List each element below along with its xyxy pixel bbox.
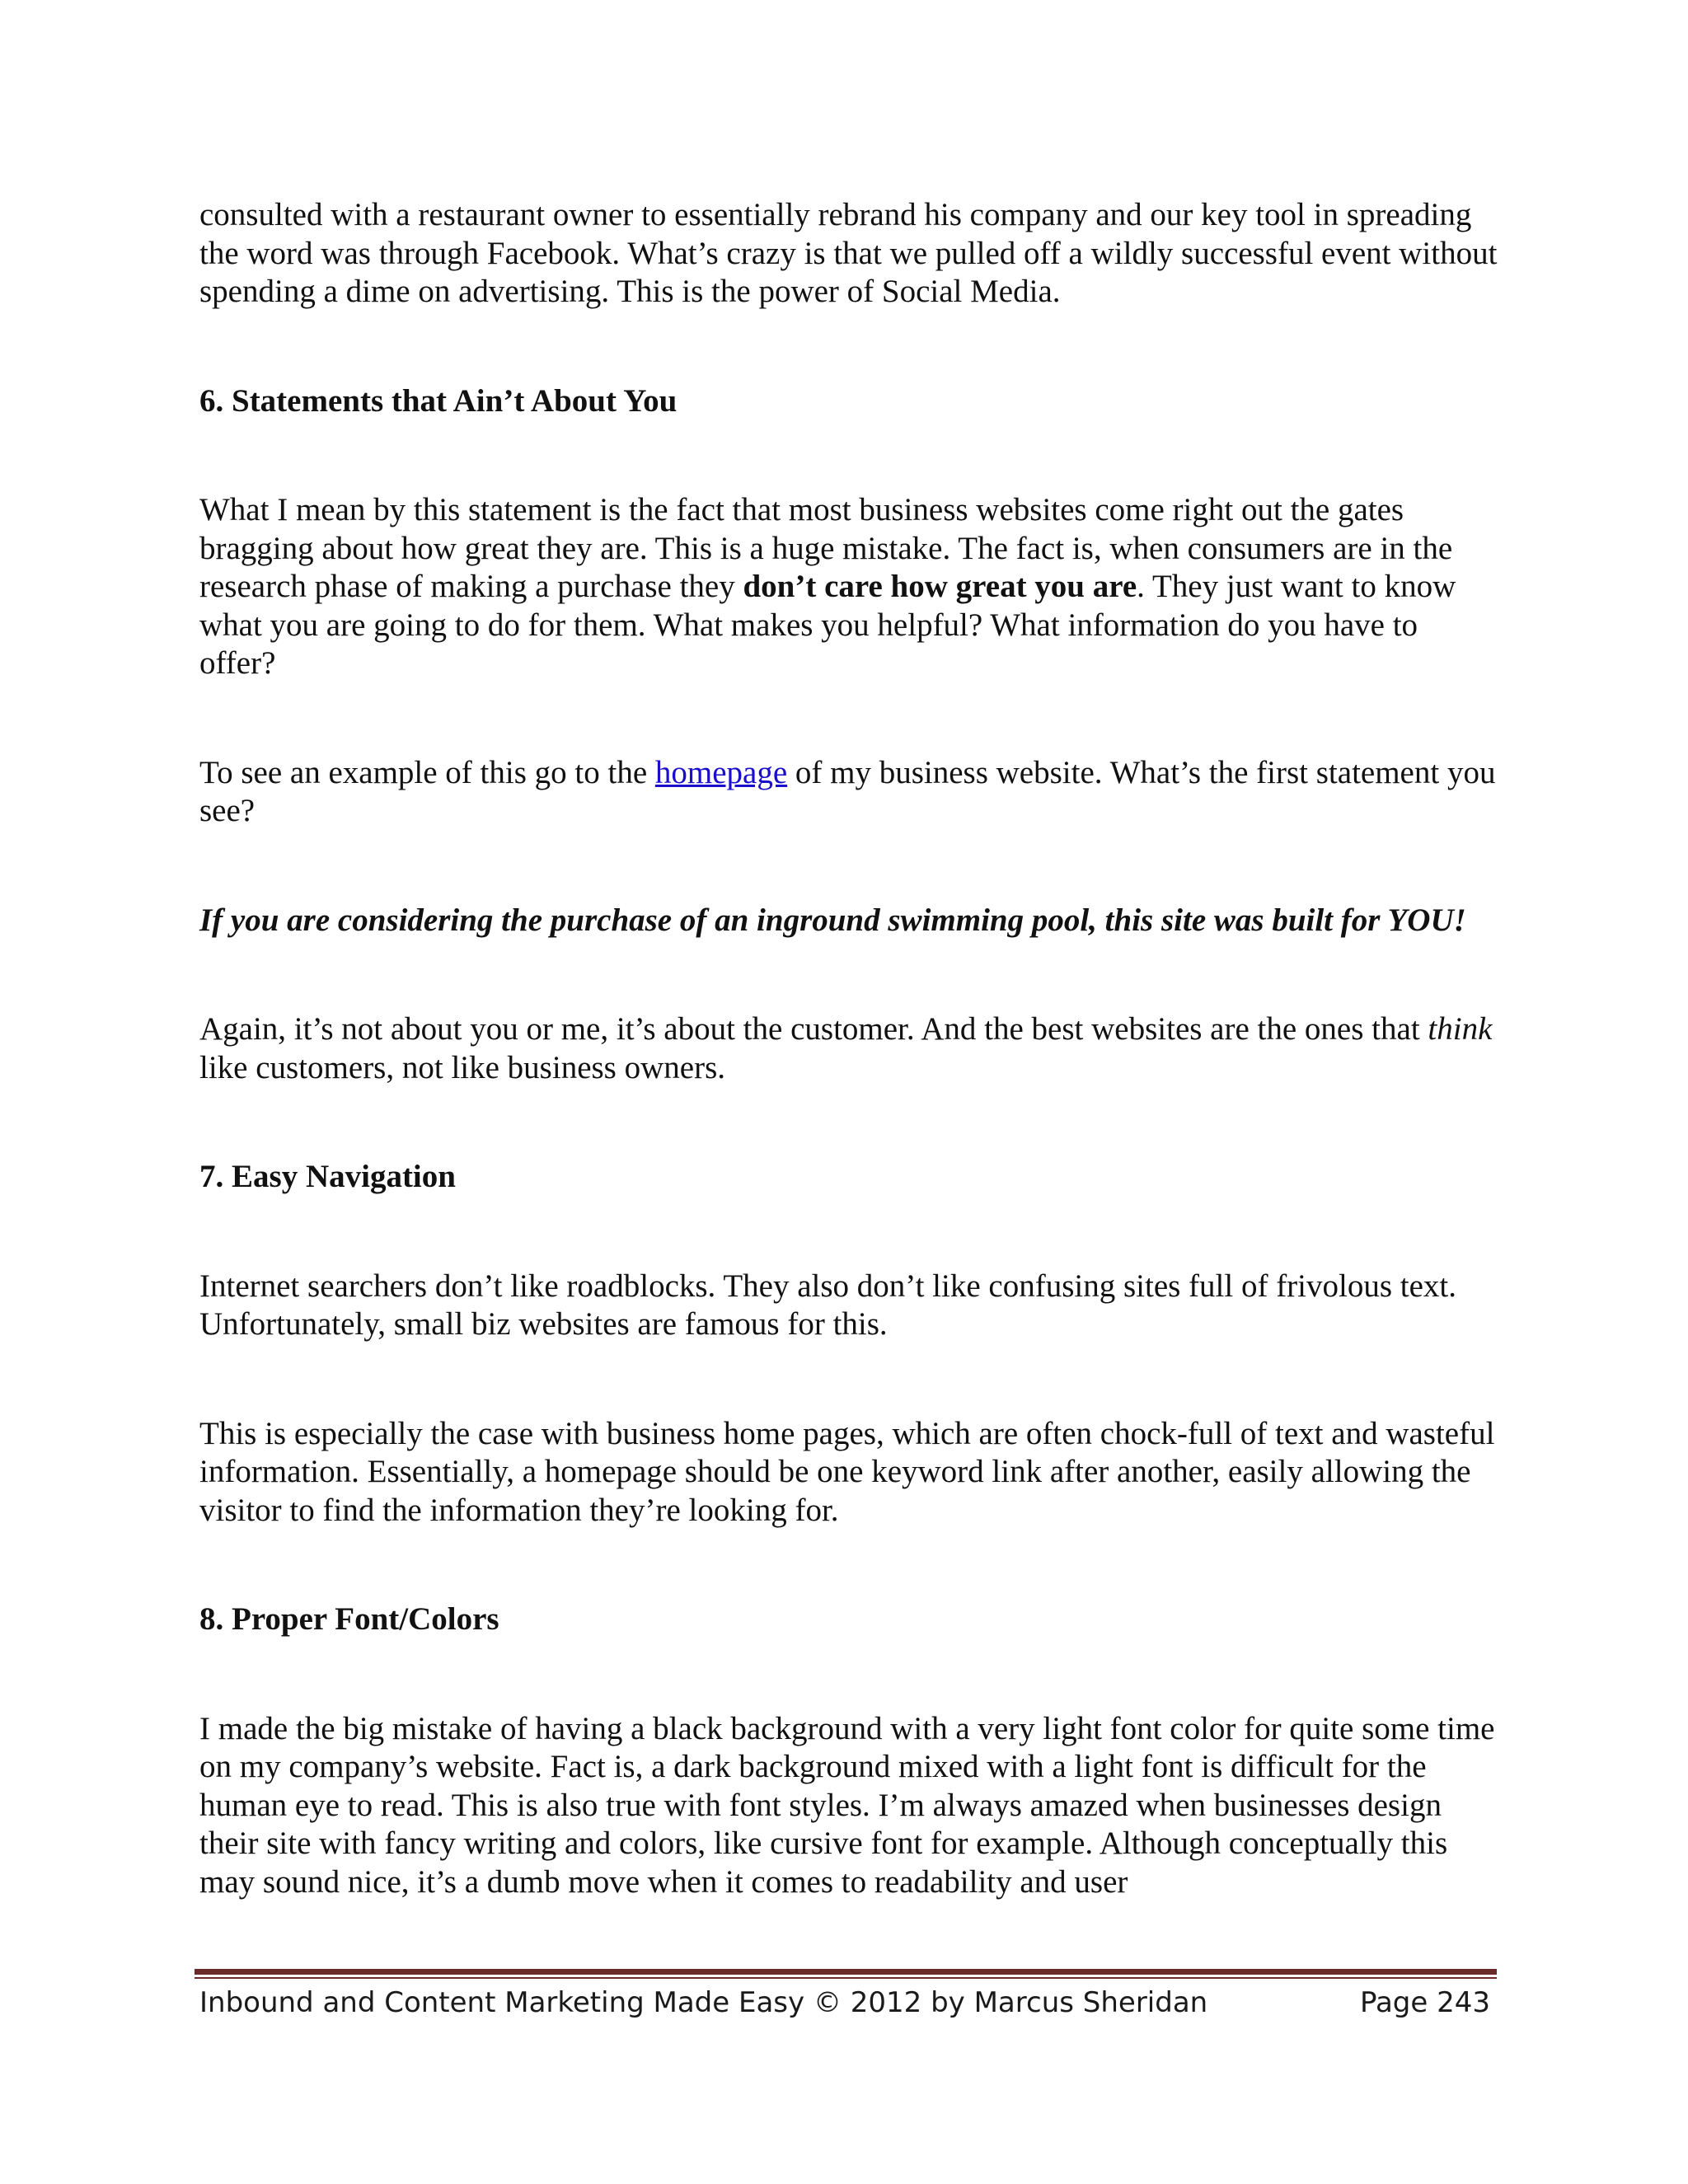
paragraph-homepage-example xyxy=(199,754,1502,831)
paragraph-text: like customers, not like business owners. xyxy=(199,1049,725,1085)
footer-rule-thick xyxy=(195,1969,1497,1975)
homepage-link[interactable]: homepage xyxy=(654,754,788,790)
page-footer xyxy=(199,1982,1490,2023)
footer-rule-thin xyxy=(195,1977,1497,1979)
page-body xyxy=(199,196,1502,1901)
page-number: Page 243 xyxy=(1359,1986,1490,2019)
footer-copyright: Inbound and Content Marketing Made Easy © 2012 by Marcus Sheridan xyxy=(199,1986,1208,2019)
paragraph-roadblocks: Internet searchers don’t like roadblocks. They also don’t like confusing sites full of frivolous text. Unfortunately, small biz websites are famous for this. xyxy=(199,1268,1456,1342)
homepage-quote: If you are considering the purchase of an inground swimming pool, this site was built for YOU! xyxy=(199,902,1466,938)
paragraph-font-colors: I made the big mistake of having a black background with a very light font color for quite some time on my company’s website. Fact is, a dark background mixed with a light font is difficult for the human eye to read. This is also true with font styles. I’m always amazed when businesses design their site with fancy writing and colors, like cursive font for example. Although conceptually this may sound nice, it’s a dumb move when it comes to readability and user xyxy=(199,1710,1495,1900)
paragraph-text: . They just want to know what you are going to do for them. What makes you helpful? What information do you have to offer? xyxy=(199,569,1456,681)
paragraph-text: of my business website. What’s the first statement you see? xyxy=(199,754,1496,828)
paragraph-home-pages: This is especially the case with business home pages, which are often chock-full of text and wasteful information. Essentially, a homepage should be one keyword link after another, easily allowing the visitor to find the information they’re looking for. xyxy=(199,1415,1495,1528)
emphasis-bold-text: don’t care how great you are xyxy=(743,569,1137,604)
section-heading-7: 7. Easy Navigation xyxy=(199,1159,456,1194)
paragraph-text: To see an example of this go to the xyxy=(199,754,655,790)
section-heading-8: 8. Proper Font/Colors xyxy=(199,1601,499,1637)
paragraph-facebook-event: consulted with a restaurant owner to essentially rebrand his company and our key tool in spreading the word was through Facebook. What’s crazy is that we pulled off a wildly successful event without spending a dime on advertising. This is the power of Social Media. xyxy=(199,197,1498,309)
paragraph-bragging xyxy=(199,491,1502,683)
section-heading-6: 6. Statements that Ain’t About You xyxy=(199,382,678,419)
paragraph-text: Again, it’s not about you or me, it’s about the customer. And the best websites are the ones that xyxy=(199,1011,1428,1047)
emphasis-italic-text: think xyxy=(1428,1011,1493,1047)
paragraph-text: What I mean by this statement is the fact that most business websites come right out the gates bragging about how great they are. This is a huge mistake. The fact is, when consumers are in the research phase of making a purchase they xyxy=(199,492,1453,604)
paragraph-customer xyxy=(199,1010,1502,1087)
